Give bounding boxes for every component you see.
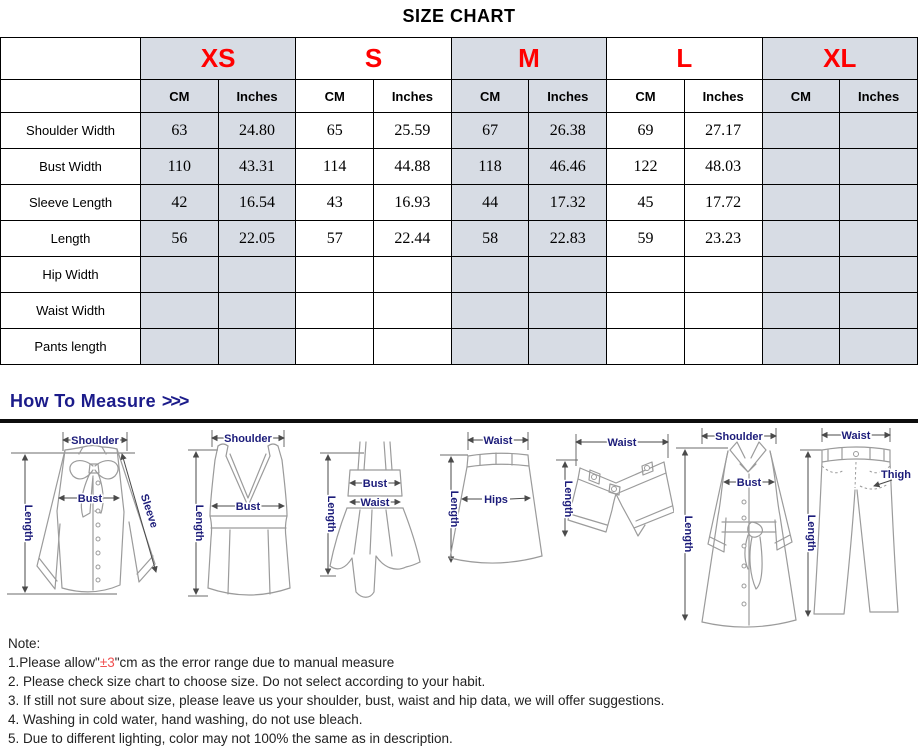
size-value-cell: 22.05: [218, 221, 296, 257]
size-value-cell: [374, 293, 452, 329]
note-1-suffix: "cm as the error range due to manual measure: [114, 655, 395, 670]
size-value-cell: [840, 113, 918, 149]
row-label: Length: [1, 221, 141, 257]
note-line-1: [8, 653, 913, 672]
figure-label: Length: [805, 514, 817, 552]
coat-measure-figure: [672, 426, 800, 638]
size-value-cell: 23.23: [684, 221, 762, 257]
table-row: [1, 257, 918, 293]
size-table-body: [1, 38, 918, 365]
table-row: [1, 149, 918, 185]
size-value-cell: [840, 293, 918, 329]
size-value-cell: 25.59: [374, 113, 452, 149]
size-value-cell: 17.32: [529, 185, 607, 221]
size-value-cell: [141, 257, 219, 293]
row-label: Sleeve Length: [1, 185, 141, 221]
row-label: Pants length: [1, 329, 141, 365]
corner-cell: [1, 38, 141, 80]
page-title: SIZE CHART: [402, 6, 516, 26]
size-value-cell: [762, 329, 840, 365]
figure-label: Bust: [235, 501, 261, 513]
size-value-cell: 48.03: [684, 149, 762, 185]
dress-measure-figure: [312, 426, 434, 638]
size-value-cell: [296, 293, 374, 329]
note-line-4: 4. Washing in cold water, hand washing, do not use bleach.: [8, 712, 363, 727]
note-line-2: 2. Please check size chart to choose size. Do not select according to your habit.: [8, 674, 486, 689]
figure-label: Bust: [77, 493, 103, 505]
table-row: [1, 293, 918, 329]
size-value-cell: [529, 293, 607, 329]
size-value-cell: 17.72: [684, 185, 762, 221]
size-value-cell: [218, 293, 296, 329]
size-value-cell: [840, 185, 918, 221]
size-header-row: [1, 38, 918, 80]
size-value-cell: [607, 293, 685, 329]
figure-label: Shoulder: [224, 433, 272, 445]
size-value-cell: [296, 329, 374, 365]
size-value-cell: 42: [141, 185, 219, 221]
figure-label: Length: [325, 495, 337, 533]
figure-label: Hips: [484, 494, 508, 506]
size-value-cell: [762, 149, 840, 185]
size-value-cell: 22.83: [529, 221, 607, 257]
note-1-prefix: 1.Please allow": [8, 655, 100, 670]
size-value-cell: 45: [607, 185, 685, 221]
size-value-cell: [451, 293, 529, 329]
size-value-cell: [762, 113, 840, 149]
size-value-cell: 46.46: [529, 149, 607, 185]
size-value-cell: 43.31: [218, 149, 296, 185]
size-value-cell: [840, 149, 918, 185]
size-value-cell: [218, 257, 296, 293]
table-row: [1, 185, 918, 221]
size-value-cell: [141, 329, 219, 365]
tank-top-measure-figure: [182, 426, 312, 638]
unit-header-inches: Inches: [840, 80, 918, 113]
figure-label: Length: [193, 504, 205, 542]
size-value-cell: [762, 221, 840, 257]
size-value-cell: [374, 329, 452, 365]
table-row: [1, 113, 918, 149]
table-row: [1, 221, 918, 257]
notes-heading: Note:: [8, 636, 41, 651]
size-value-cell: [607, 257, 685, 293]
size-table: [0, 37, 918, 365]
how-to-measure-heading: [10, 391, 187, 412]
figure-label: Waist: [360, 497, 390, 509]
unit-header-row: [1, 80, 918, 113]
figure-label: Waist: [841, 430, 871, 442]
size-value-cell: 16.93: [374, 185, 452, 221]
notes-section: [8, 634, 913, 748]
chevron-right-icon: >>>: [161, 391, 188, 411]
figure-label: Waist: [483, 435, 513, 447]
unit-header-inches: Inches: [684, 80, 762, 113]
figure-label: Length: [448, 490, 460, 528]
size-value-cell: [374, 257, 452, 293]
size-value-cell: [451, 329, 529, 365]
row-label: Shoulder Width: [1, 113, 141, 149]
unit-header-cm: CM: [451, 80, 529, 113]
corner-cell: [1, 80, 141, 113]
unit-header-cm: CM: [141, 80, 219, 113]
note-line-5: 5. Due to different lighting, color may not 100% the same as in description.: [8, 731, 453, 746]
size-value-cell: 58: [451, 221, 529, 257]
section-divider: [0, 419, 918, 423]
row-label: Hip Width: [1, 257, 141, 293]
table-row: [1, 329, 918, 365]
shorts-measure-figure: [552, 426, 674, 638]
size-value-cell: [684, 293, 762, 329]
size-value-cell: [840, 257, 918, 293]
size-value-cell: 26.38: [529, 113, 607, 149]
size-value-cell: [451, 257, 529, 293]
size-value-cell: [684, 257, 762, 293]
size-value-cell: [762, 293, 840, 329]
how-to-measure-label: How To Measure: [10, 391, 156, 411]
size-value-cell: 65: [296, 113, 374, 149]
size-value-cell: [840, 221, 918, 257]
note-line-3: 3. If still not sure about size, please leave us your shoulder, bust, waist and hip data, we will offer suggestions.: [8, 693, 665, 708]
size-value-cell: 122: [607, 149, 685, 185]
pants-measure-figure: [798, 426, 913, 638]
size-value-cell: [684, 329, 762, 365]
figure-label: Length: [562, 480, 574, 518]
size-value-cell: 24.80: [218, 113, 296, 149]
size-value-cell: 69: [607, 113, 685, 149]
size-value-cell: [141, 293, 219, 329]
size-value-cell: 43: [296, 185, 374, 221]
size-value-cell: [218, 329, 296, 365]
size-header-l: L: [607, 38, 762, 80]
unit-header-cm: CM: [607, 80, 685, 113]
row-label: Bust Width: [1, 149, 141, 185]
skirt-measure-figure: [438, 426, 550, 638]
size-value-cell: 67: [451, 113, 529, 149]
row-label: Waist Width: [1, 293, 141, 329]
size-value-cell: 56: [141, 221, 219, 257]
size-header-xl: XL: [762, 38, 918, 80]
note-1-highlight: ±3: [99, 655, 115, 670]
figure-label: Shoulder: [71, 435, 119, 447]
size-value-cell: [529, 329, 607, 365]
figure-label: Thigh: [881, 469, 911, 481]
figure-label: Bust: [362, 478, 388, 490]
size-value-cell: [762, 185, 840, 221]
size-value-cell: [529, 257, 607, 293]
size-value-cell: [762, 257, 840, 293]
size-header-m: M: [451, 38, 606, 80]
figure-label: Sleeve: [137, 492, 160, 530]
figure-label: Bust: [736, 477, 762, 489]
size-value-cell: 27.17: [684, 113, 762, 149]
unit-header-cm: CM: [762, 80, 840, 113]
figure-label: Length: [22, 504, 34, 542]
unit-header-inches: Inches: [374, 80, 452, 113]
size-value-cell: 44: [451, 185, 529, 221]
size-header-xs: XS: [141, 38, 296, 80]
unit-header-cm: CM: [296, 80, 374, 113]
size-value-cell: [607, 329, 685, 365]
size-value-cell: 59: [607, 221, 685, 257]
size-value-cell: [296, 257, 374, 293]
size-header-s: S: [296, 38, 451, 80]
figure-label: Length: [682, 515, 694, 553]
size-value-cell: 110: [141, 149, 219, 185]
figure-label: Shoulder: [715, 431, 763, 443]
size-value-cell: 118: [451, 149, 529, 185]
size-value-cell: 22.44: [374, 221, 452, 257]
unit-header-inches: Inches: [529, 80, 607, 113]
unit-header-inches: Inches: [218, 80, 296, 113]
size-value-cell: [840, 329, 918, 365]
blouse-measure-figure: [5, 426, 180, 638]
figure-label: Waist: [607, 437, 637, 449]
size-value-cell: 57: [296, 221, 374, 257]
size-value-cell: 16.54: [218, 185, 296, 221]
size-value-cell: 63: [141, 113, 219, 149]
size-value-cell: 44.88: [374, 149, 452, 185]
size-value-cell: 114: [296, 149, 374, 185]
